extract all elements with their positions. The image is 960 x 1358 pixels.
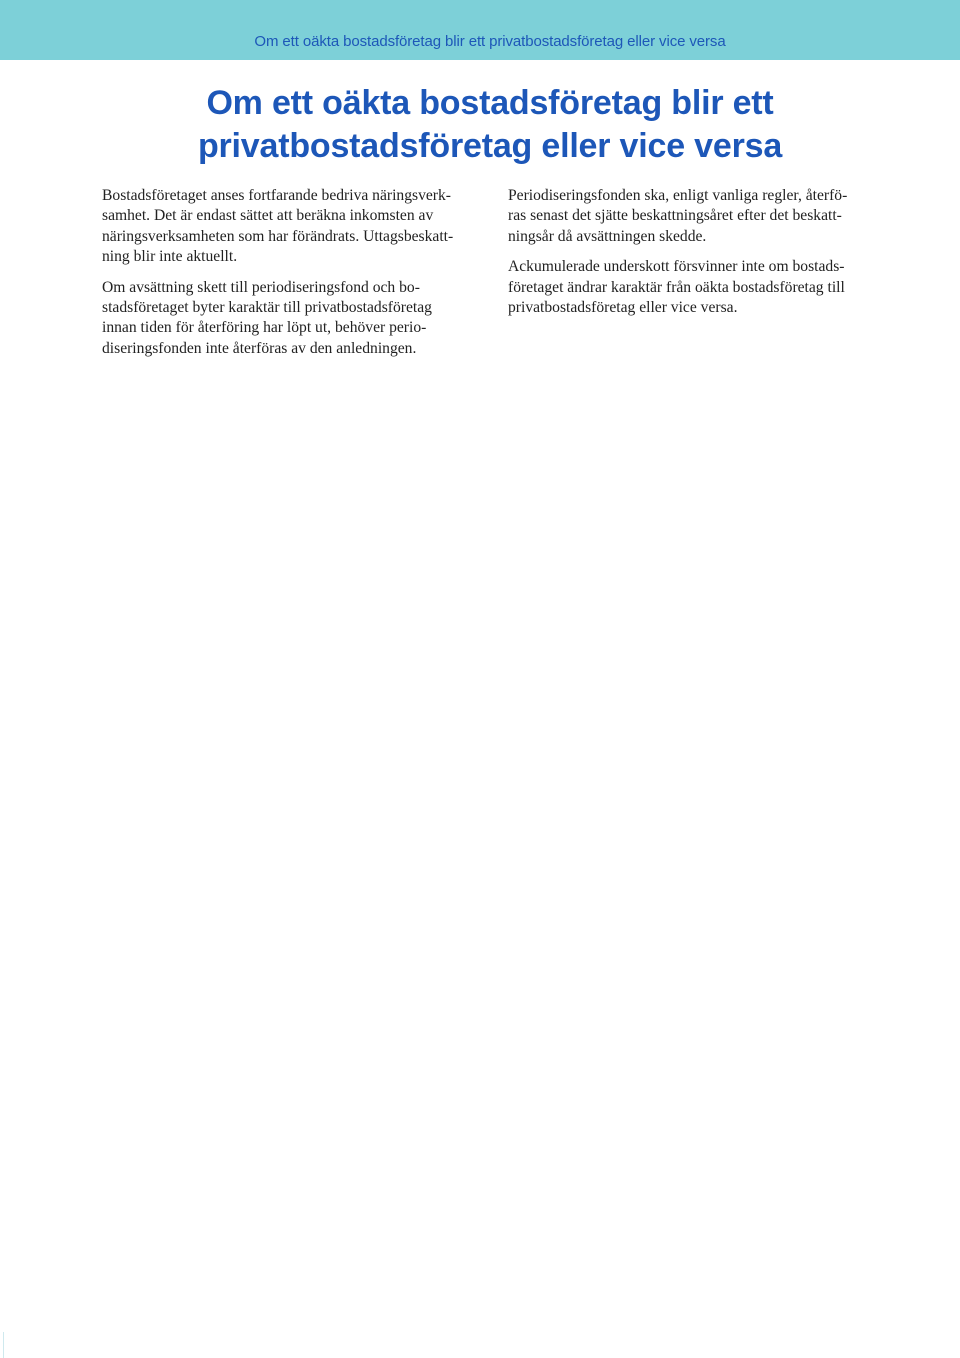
- left-column: [102, 186, 472, 369]
- text-line: företaget ändrar karaktär från oäkta bostadsföretag till: [508, 278, 845, 296]
- page-edge-mark: [3, 1332, 4, 1358]
- page-title-line-1: Om ett oäkta bostadsföretag blir ett: [206, 84, 774, 122]
- text-line: diseringsfonden inte återföras av den anledningen.: [102, 339, 417, 357]
- right-column: [508, 186, 880, 328]
- left-paragraph-1: [102, 186, 472, 268]
- text-line: näringsverksamheten som har förändrats. Uttagsbeskatt-: [102, 227, 454, 245]
- text-line: Ackumulerade underskott försvinner inte om bostads-: [508, 258, 845, 276]
- text-line: samhet. Det är endast sättet att beräkna inkomsten av: [102, 207, 434, 225]
- text-line: stadsföretaget byter karaktär till privatbostadsföretag: [102, 299, 432, 317]
- right-paragraph-2: [508, 257, 880, 318]
- page-title: [100, 82, 880, 168]
- text-line: ras senast det sjätte beskattningsåret efter det beskatt-: [508, 207, 842, 225]
- right-paragraph-1: [508, 186, 880, 247]
- text-line: privatbostadsföretag eller vice versa.: [508, 299, 738, 317]
- page-title-line-2: privatbostadsföretag eller vice versa: [197, 127, 783, 165]
- text-line: Om avsättning skett till periodiseringsfond och bo-: [102, 278, 420, 296]
- text-line: ningsår då avsättningen skedde.: [508, 227, 707, 245]
- text-line: Bostadsföretaget anses fortfarande bedriva näringsverk-: [102, 187, 451, 204]
- left-paragraph-2: [102, 278, 472, 360]
- text-line: Periodiseringsfonden ska, enligt vanliga regler, återfö-: [508, 187, 848, 204]
- text-line: ning blir inte aktuellt.: [102, 248, 238, 266]
- text-line: innan tiden för återföring har löpt ut, behöver perio-: [102, 319, 427, 337]
- header-band: [0, 0, 960, 60]
- running-header: Om ett oäkta bostadsföretag blir ett privatbostadsföretag eller vice versa: [254, 33, 726, 50]
